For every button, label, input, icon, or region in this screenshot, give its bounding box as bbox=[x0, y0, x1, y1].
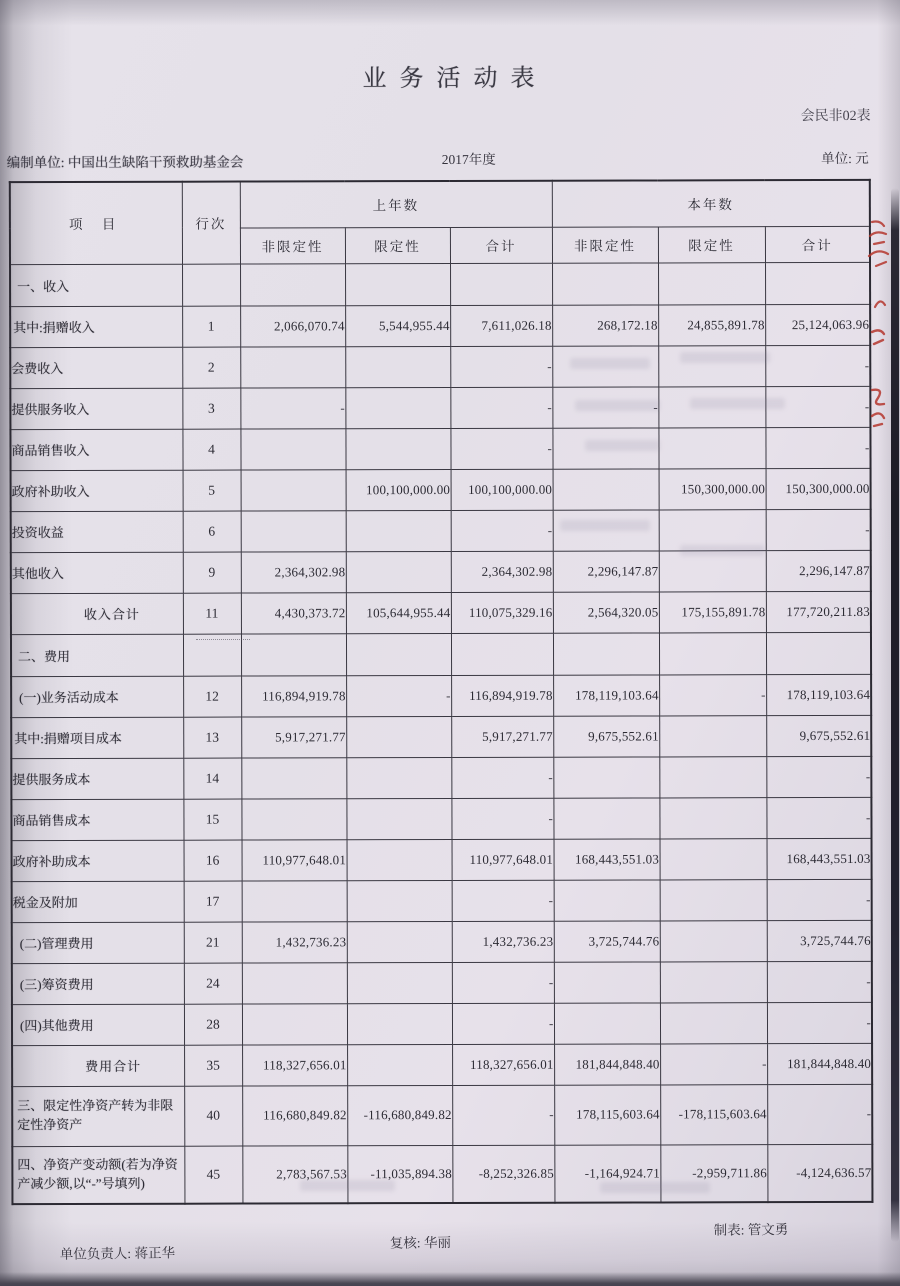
value-cell bbox=[660, 1002, 767, 1043]
value-cell: - bbox=[765, 345, 870, 386]
value-cell bbox=[552, 262, 658, 304]
value-cell: 181,844,848.40 bbox=[767, 1043, 872, 1084]
value-cell: 181,844,848.40 bbox=[554, 1043, 660, 1084]
value-cell: - bbox=[766, 509, 871, 550]
value-cell: 178,115,603.64 bbox=[554, 1084, 660, 1144]
page-title: 业务活动表 bbox=[362, 65, 548, 93]
red-annotation-mark bbox=[866, 386, 890, 430]
value-cell bbox=[659, 797, 766, 838]
value-cell: 2,296,147.87 bbox=[766, 550, 871, 591]
currency-unit-label: 单位: bbox=[821, 150, 852, 167]
value-cell: 24,855,891.78 bbox=[658, 304, 765, 345]
row-label: 费用合计 bbox=[12, 1045, 184, 1086]
bleed-through-smudge bbox=[585, 440, 660, 451]
value-cell bbox=[241, 469, 346, 510]
value-cell bbox=[554, 879, 660, 920]
value-cell: - bbox=[452, 880, 554, 921]
value-cell: - bbox=[450, 346, 552, 387]
value-cell bbox=[345, 346, 450, 387]
prepared-by-label: 编制单位: bbox=[6, 155, 65, 171]
value-cell bbox=[241, 757, 346, 798]
row-line-number bbox=[182, 264, 240, 306]
preparer-name: 管文勇 bbox=[747, 1221, 789, 1238]
value-cell bbox=[554, 961, 660, 1002]
form-code: 会民非02表 bbox=[800, 108, 871, 125]
header-prev-unrestricted: 非限定性 bbox=[240, 227, 345, 263]
reviewer-name: 华丽 bbox=[423, 1235, 451, 1251]
value-cell bbox=[345, 263, 450, 305]
header-prev-total: 合计 bbox=[450, 227, 552, 263]
value-cell: 2,783,567.53 bbox=[242, 1145, 347, 1203]
value-cell: 178,119,103.64 bbox=[766, 674, 871, 715]
value-cell: 177,720,211.83 bbox=[766, 591, 871, 632]
prepared-by-value: 中国出生缺陷干预救助基金会 bbox=[67, 154, 244, 170]
table-row bbox=[11, 632, 871, 676]
value-cell bbox=[659, 550, 766, 591]
table-row bbox=[12, 1144, 872, 1204]
value-cell bbox=[554, 1002, 660, 1043]
value-cell: 3,725,744.76 bbox=[554, 920, 660, 961]
value-cell: 175,155,891.78 bbox=[659, 591, 766, 632]
value-cell: - bbox=[346, 675, 451, 716]
value-cell bbox=[347, 880, 452, 921]
value-cell bbox=[766, 632, 871, 674]
table-header bbox=[10, 180, 870, 264]
bleed-through-smudge bbox=[680, 545, 765, 556]
value-cell bbox=[345, 428, 450, 469]
value-cell: - bbox=[766, 756, 871, 797]
value-cell bbox=[346, 716, 451, 757]
table-row bbox=[12, 1084, 872, 1146]
activity-statement-table bbox=[9, 179, 874, 1205]
value-cell bbox=[241, 798, 346, 839]
header-curr-total: 合计 bbox=[765, 226, 870, 262]
value-cell bbox=[240, 263, 345, 305]
value-cell: - bbox=[452, 962, 554, 1003]
row-line-number: 35 bbox=[184, 1045, 242, 1086]
row-line-number: 4 bbox=[182, 429, 240, 470]
value-cell: 118,327,656.01 bbox=[452, 1044, 554, 1085]
responsible-name: 蒋正华 bbox=[134, 1245, 176, 1261]
value-cell bbox=[240, 428, 345, 469]
value-cell: - bbox=[452, 1003, 554, 1044]
value-cell: 168,443,551.03 bbox=[767, 838, 872, 879]
value-cell bbox=[347, 839, 452, 880]
table-row bbox=[10, 427, 870, 470]
value-cell bbox=[347, 962, 452, 1003]
table-row bbox=[10, 262, 870, 306]
bleed-through-smudge bbox=[575, 400, 660, 411]
value-cell: 110,977,648.01 bbox=[452, 839, 554, 880]
value-cell: - bbox=[451, 510, 553, 551]
info-row bbox=[7, 147, 873, 169]
row-line-number: 13 bbox=[183, 717, 241, 758]
value-cell: -178,115,603.64 bbox=[660, 1084, 767, 1144]
row-label: 其中:捐赠项目成本 bbox=[11, 717, 183, 758]
row-label: 提供服务成本 bbox=[11, 758, 183, 799]
row-line-number: 17 bbox=[184, 881, 242, 922]
table-row bbox=[12, 1043, 872, 1086]
value-cell bbox=[659, 715, 766, 756]
value-cell: - bbox=[452, 1085, 554, 1145]
row-line-number: 5 bbox=[183, 470, 241, 511]
value-cell: - bbox=[240, 387, 345, 428]
value-cell: - bbox=[765, 386, 870, 427]
value-cell: 1,432,736.23 bbox=[242, 921, 347, 962]
bleed-through-smudge bbox=[600, 1182, 710, 1193]
value-cell: - bbox=[767, 1084, 872, 1144]
value-cell: 268,172.18 bbox=[552, 304, 658, 345]
value-cell bbox=[347, 1003, 452, 1044]
row-line-number: 3 bbox=[182, 388, 240, 429]
row-line-number: 1 bbox=[182, 306, 240, 347]
scan-edge-bottom bbox=[0, 1272, 900, 1286]
table-row bbox=[11, 468, 871, 511]
row-line-number: 11 bbox=[183, 593, 241, 634]
value-cell: -116,680,849.82 bbox=[347, 1085, 452, 1145]
value-cell: - bbox=[451, 757, 553, 798]
row-label: (二)管理费用 bbox=[12, 922, 184, 963]
value-cell: 2,564,320.05 bbox=[553, 591, 659, 632]
row-line-number: 16 bbox=[184, 840, 242, 881]
fiscal-period: 2017年度 bbox=[441, 151, 496, 168]
value-cell bbox=[660, 879, 767, 920]
row-line-number: 9 bbox=[183, 552, 241, 593]
red-annotation-mark bbox=[866, 218, 892, 270]
row-line-number: 15 bbox=[183, 799, 241, 840]
value-cell: -1,164,924.71 bbox=[554, 1144, 660, 1202]
table-row bbox=[11, 715, 871, 758]
header-curr-year: 本年数 bbox=[552, 180, 870, 227]
value-cell bbox=[553, 756, 659, 797]
value-cell: - bbox=[659, 674, 766, 715]
table-row bbox=[11, 797, 871, 840]
value-cell: 105,644,955.44 bbox=[346, 592, 451, 633]
table-row bbox=[12, 920, 872, 963]
row-label: 其中:捐赠收入 bbox=[10, 306, 182, 347]
preparer bbox=[713, 1218, 788, 1239]
value-cell: 9,675,552.61 bbox=[766, 715, 871, 756]
row-line-number: 24 bbox=[184, 963, 242, 1004]
bleed-through-smudge bbox=[690, 398, 785, 409]
value-cell: 110,075,329.16 bbox=[451, 592, 553, 633]
table-row bbox=[11, 591, 871, 634]
row-label: 商品销售成本 bbox=[11, 799, 183, 840]
value-cell bbox=[451, 633, 553, 675]
value-cell: 150,300,000.00 bbox=[766, 468, 871, 509]
row-label: 提供服务收入 bbox=[10, 388, 182, 429]
value-cell: 118,327,656.01 bbox=[242, 1044, 347, 1085]
header-prev-restricted: 限定性 bbox=[345, 227, 450, 263]
value-cell bbox=[553, 468, 659, 509]
value-cell: - bbox=[552, 386, 658, 427]
currency-unit-value: 元 bbox=[855, 150, 869, 166]
reviewer bbox=[390, 1231, 451, 1252]
responsible-person bbox=[60, 1241, 175, 1262]
header-prev-year: 上年数 bbox=[240, 181, 552, 228]
value-cell: 100,100,000.00 bbox=[346, 469, 451, 510]
value-cell: 7,611,026.18 bbox=[450, 305, 552, 346]
value-cell: -11,035,894.38 bbox=[347, 1145, 452, 1203]
value-cell: 25,124,063.96 bbox=[765, 304, 870, 345]
value-cell: - bbox=[767, 961, 872, 1002]
row-label: (三)筹资费用 bbox=[12, 963, 184, 1004]
value-cell: - bbox=[765, 427, 870, 468]
value-cell: 116,894,919.78 bbox=[241, 675, 346, 716]
value-cell bbox=[660, 961, 767, 1002]
value-cell bbox=[242, 1003, 347, 1044]
value-cell bbox=[553, 797, 659, 838]
value-cell: 168,443,551.03 bbox=[554, 838, 660, 879]
scan-artifact-dots bbox=[196, 639, 250, 640]
bleed-through-smudge bbox=[560, 520, 650, 531]
table-row bbox=[12, 961, 872, 1004]
value-cell bbox=[347, 921, 452, 962]
value-cell bbox=[765, 262, 870, 304]
table-row bbox=[12, 838, 872, 881]
table-row bbox=[11, 674, 871, 717]
row-line-number: 45 bbox=[184, 1146, 242, 1204]
header-curr-restricted: 限定性 bbox=[658, 226, 765, 262]
red-annotation-mark bbox=[872, 295, 888, 311]
value-cell bbox=[450, 263, 552, 305]
value-cell bbox=[346, 510, 451, 551]
row-label: 商品销售收入 bbox=[10, 429, 182, 470]
value-cell: 150,300,000.00 bbox=[659, 468, 766, 509]
value-cell bbox=[241, 510, 346, 551]
value-cell: 2,066,070.74 bbox=[240, 305, 345, 346]
row-line-number: 40 bbox=[184, 1086, 242, 1146]
table-row bbox=[12, 879, 872, 922]
row-label: (四)其他费用 bbox=[12, 1004, 184, 1045]
value-cell bbox=[345, 387, 450, 428]
bleed-through-smudge bbox=[570, 358, 650, 369]
scan-edge-right bbox=[891, 188, 899, 1242]
currency-unit bbox=[821, 147, 869, 167]
value-cell bbox=[659, 756, 766, 797]
value-cell bbox=[347, 1044, 452, 1085]
value-cell: - bbox=[767, 879, 872, 920]
value-cell bbox=[346, 633, 451, 675]
responsible-label: 单位负责人: bbox=[59, 1245, 132, 1262]
row-line-number: 2 bbox=[182, 347, 240, 388]
value-cell bbox=[660, 838, 767, 879]
value-cell: 2,296,147.87 bbox=[553, 550, 659, 591]
value-cell: 5,917,271.77 bbox=[241, 716, 346, 757]
value-cell bbox=[658, 262, 765, 304]
row-line-number: 14 bbox=[183, 758, 241, 799]
value-cell bbox=[346, 551, 451, 592]
value-cell: 100,100,000.00 bbox=[451, 469, 553, 510]
row-line-number: 6 bbox=[183, 511, 241, 552]
value-cell: 3,725,744.76 bbox=[767, 920, 872, 961]
value-cell: - bbox=[450, 428, 552, 469]
value-cell: 2,364,302.98 bbox=[451, 551, 553, 592]
table-row bbox=[11, 756, 871, 799]
header-line-no: 行次 bbox=[182, 182, 240, 264]
value-cell: -4,124,636.57 bbox=[767, 1144, 872, 1202]
header-curr-unrestricted: 非限定性 bbox=[552, 226, 658, 262]
value-cell bbox=[346, 757, 451, 798]
preparer-label: 制表: bbox=[713, 1222, 745, 1238]
value-cell bbox=[240, 346, 345, 387]
row-label: 税金及附加 bbox=[12, 881, 184, 922]
value-cell: 4,430,373.72 bbox=[241, 592, 346, 633]
value-cell bbox=[553, 632, 659, 674]
row-label: (一)业务活动成本 bbox=[11, 676, 183, 717]
value-cell bbox=[659, 632, 766, 674]
row-label: 四、净资产变动额(若为净资产减少额,以“-”号填列) bbox=[12, 1146, 184, 1204]
row-line-number: 21 bbox=[184, 922, 242, 963]
value-cell: 116,680,849.82 bbox=[242, 1085, 347, 1145]
value-cell: 116,894,919.78 bbox=[451, 675, 553, 716]
red-annotation-mark bbox=[868, 326, 888, 350]
table-row bbox=[12, 1002, 872, 1045]
row-label: 政府补助成本 bbox=[12, 840, 184, 881]
value-cell bbox=[242, 962, 347, 1003]
signature-row bbox=[2, 1217, 900, 1262]
table-row bbox=[10, 304, 870, 347]
value-cell: 9,675,552.61 bbox=[553, 715, 659, 756]
value-cell bbox=[242, 880, 347, 921]
reviewer-label: 复核: bbox=[389, 1235, 421, 1251]
value-cell: - bbox=[660, 1043, 767, 1084]
row-label: 三、限定性净资产转为非限定性净资产 bbox=[12, 1086, 184, 1146]
value-cell: 1,432,736.23 bbox=[452, 921, 554, 962]
table-row bbox=[11, 550, 871, 593]
row-label: 收入合计 bbox=[11, 593, 183, 634]
row-label: 其他收入 bbox=[11, 552, 183, 593]
value-cell bbox=[660, 920, 767, 961]
value-cell: 5,917,271.77 bbox=[451, 716, 553, 757]
row-label: 一、收入 bbox=[10, 264, 182, 306]
value-cell: - bbox=[767, 1002, 872, 1043]
row-line-number: 12 bbox=[183, 676, 241, 717]
value-cell: -8,252,326.85 bbox=[452, 1145, 554, 1203]
row-label: 会费收入 bbox=[10, 347, 182, 388]
value-cell bbox=[241, 633, 346, 675]
value-cell: - bbox=[450, 387, 552, 428]
value-cell: 110,977,648.01 bbox=[242, 839, 347, 880]
bleed-through-smudge bbox=[300, 1180, 395, 1191]
row-label: 政府补助收入 bbox=[11, 470, 183, 511]
prepared-by bbox=[7, 151, 244, 172]
header-item: 项 目 bbox=[10, 182, 182, 264]
value-cell bbox=[658, 427, 765, 468]
value-cell: - bbox=[766, 797, 871, 838]
value-cell: 5,544,955.44 bbox=[345, 305, 450, 346]
value-cell: 178,119,103.64 bbox=[553, 674, 659, 715]
row-label: 投资收益 bbox=[11, 511, 183, 552]
bleed-through-smudge bbox=[680, 352, 770, 363]
value-cell: - bbox=[451, 798, 553, 839]
row-label: 二、费用 bbox=[11, 634, 183, 676]
row-line-number: 28 bbox=[184, 1004, 242, 1045]
value-cell: 2,364,302.98 bbox=[241, 551, 346, 592]
value-cell bbox=[346, 798, 451, 839]
value-cell: -2,959,711.86 bbox=[660, 1144, 767, 1202]
